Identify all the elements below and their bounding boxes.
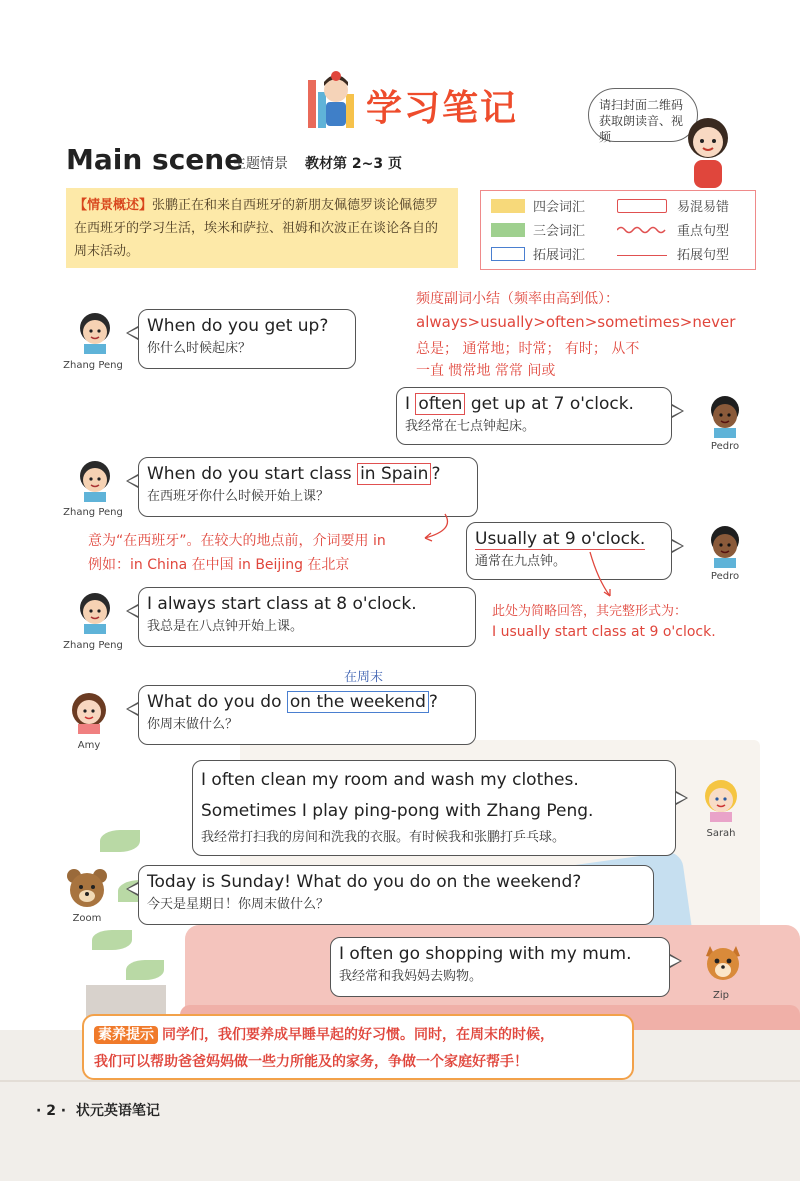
plant-leaf <box>92 930 132 950</box>
text-part: I <box>405 394 416 414</box>
dialogue-bubble <box>138 865 654 925</box>
legend-box <box>480 190 756 270</box>
arrow-icon <box>588 550 618 600</box>
plant-leaf <box>100 830 140 852</box>
qr-hint-bubble: 请扫封面二维码获取朗读音、视频 <box>588 88 698 142</box>
plant-leaf <box>126 960 164 980</box>
dialogue-en: I often go shopping with my mum. <box>339 944 632 964</box>
dialogue-en: Sometimes I play ping-pong with Zhang Peng. <box>201 801 594 821</box>
dialogue-bubble <box>138 685 476 745</box>
spain-note-example: 例如：in China 在中国 in Beijing 在北京 <box>88 557 350 573</box>
dialogue-zh: 你什么时候起床？ <box>147 341 252 356</box>
tip-line-2: 我们可以帮助爸爸妈妈做一些力所能及的家务，争做一个家庭好帮手！ <box>94 1054 528 1070</box>
dialogue-zh: 通常在九点钟。 <box>475 554 567 569</box>
dialogue-en <box>405 392 663 416</box>
zhang-peng-avatar-icon <box>72 308 118 354</box>
dialogue-zh: 你周末做什么？ <box>147 717 239 732</box>
legend-wave-icon <box>617 225 667 235</box>
tip-text: 同学们，我们要养成早睡早起的好习惯。同时，在周末的时候， <box>162 1027 554 1043</box>
dialogue-bubble <box>330 937 670 997</box>
girl-avatar-icon <box>672 110 744 190</box>
book-title: 状元英语笔记 <box>75 1103 160 1119</box>
text-part: When do you start class <box>147 464 358 484</box>
scene-label: 主题情景 <box>232 156 288 172</box>
speaker-name: Pedro <box>710 441 740 452</box>
legend-swatch-error <box>617 199 667 213</box>
legend-swatch-four <box>491 199 525 213</box>
tip-badge: 素养提示 <box>94 1026 158 1044</box>
dialogue-en <box>475 527 663 551</box>
page-footer <box>36 1100 160 1120</box>
freq-note-zh1: 总是； 通常地；时常； 有时； 从不 <box>416 341 640 357</box>
amy-avatar-icon <box>66 688 112 734</box>
highlight-in-spain: in Spain <box>357 463 431 485</box>
spain-note: 意为“在西班牙”。在较大的地点前，介词要用 in <box>88 533 386 549</box>
legend-swatch-ext <box>491 247 525 261</box>
freq-note-en: always>usually>often>sometimes>never <box>416 313 736 331</box>
intro-text: 张鹏正在和来自西班牙的新朋友佩德罗谈论佩德罗在西班牙的学习生活，埃米和萨拉、祖姆和次波正在谈论各自的周末活动。 <box>74 198 439 259</box>
floor-line <box>0 1080 800 1082</box>
intro-label: 【情景概述】 <box>74 198 153 213</box>
text-part: What do you do <box>147 692 287 712</box>
legend-item: 拓展词汇 <box>533 248 586 263</box>
dialogue-bubble <box>466 522 672 580</box>
dialogue-bubble <box>138 587 476 647</box>
underlined-answer: Usually at 9 o'clock. <box>475 529 646 549</box>
textbook-ref: 教材第 2~3 页 <box>305 156 402 172</box>
dialogue-zh: 我经常打扫我的房间和洗我的衣服。有时候我和张鹏打乒乓球。 <box>201 830 566 845</box>
dialogue-bubble <box>138 309 356 369</box>
dialogue-bubble <box>396 387 672 445</box>
text-part: get up at 7 o'clock. <box>465 394 634 414</box>
dialogue-zh: 今天是星期日！你周末做什么？ <box>147 897 330 912</box>
highlight-on-the-weekend: on the weekend <box>287 691 429 713</box>
page-number: · 2 · <box>36 1103 67 1119</box>
zhang-peng-avatar-icon <box>72 456 118 502</box>
full-answer-note: I usually start class at 9 o'clock. <box>492 624 716 640</box>
text-part: ? <box>431 464 441 484</box>
page-title: 学习笔记 <box>366 88 519 129</box>
dialogue-zh: 我经常和我妈妈去购物。 <box>339 969 483 984</box>
intro-box <box>66 188 458 268</box>
speaker-name: Zhang Peng <box>63 640 123 651</box>
sarah-avatar-icon <box>698 776 744 822</box>
dialogue-bubble <box>192 760 676 856</box>
pedro-avatar-icon <box>702 392 748 438</box>
pedro-avatar-icon <box>702 522 748 568</box>
speaker-name: Sarah <box>706 828 736 839</box>
zhang-peng-avatar-icon <box>72 588 118 634</box>
zip-squirrel-icon <box>700 940 746 986</box>
legend-item: 四会词汇 <box>533 200 586 215</box>
speaker-name: Zoom <box>72 913 102 924</box>
freq-note-title: 频度副词小结（频率由高到低）： <box>416 291 619 307</box>
dialogue-en: When do you get up? <box>147 316 329 336</box>
title-mascot-icon <box>302 70 360 132</box>
speaker-name: Zip <box>713 990 729 1001</box>
dialogue-zh: 在西班牙你什么时候开始上课？ <box>147 489 330 504</box>
dialogue-en: I always start class at 8 o'clock. <box>147 594 417 614</box>
legend-swatch-three <box>491 223 525 237</box>
legend-swatch-line <box>617 255 667 256</box>
main-scene-heading: Main scene <box>66 143 244 176</box>
literacy-tip-box <box>82 1014 634 1080</box>
dialogue-bubble <box>138 457 478 517</box>
legend-item: 易混易错 <box>677 200 730 215</box>
tip-line-1 <box>94 1022 622 1049</box>
legend-item: 三会词汇 <box>533 224 586 239</box>
freq-note-zh2: 一直 惯常地 常常 间或 <box>416 363 556 379</box>
dialogue-zh: 我经常在七点钟起床。 <box>405 419 536 434</box>
dialogue-en <box>147 690 467 714</box>
speaker-name: Pedro <box>710 571 740 582</box>
dialogue-zh: 我总是在八点钟开始上课。 <box>147 619 304 634</box>
dialogue-en: I often clean my room and wash my clothes. <box>201 770 579 790</box>
zoom-bear-icon <box>64 866 110 912</box>
speaker-name: Amy <box>77 740 101 751</box>
arrow-icon <box>415 512 455 542</box>
dialogue-en: Today is Sunday! What do you do on the weekend? <box>147 872 582 892</box>
legend-item: 拓展句型 <box>677 248 730 263</box>
speaker-name: Zhang Peng <box>63 360 123 371</box>
speaker-name: Zhang Peng <box>63 507 123 518</box>
highlight-often: often <box>415 393 465 415</box>
text-part: ? <box>428 692 438 712</box>
short-answer-note: 此处为简略回答，其完整形式为： <box>492 604 688 619</box>
legend-item: 重点句型 <box>677 224 730 239</box>
dialogue-en <box>147 462 469 486</box>
weekend-note: 在周末 <box>344 670 384 685</box>
